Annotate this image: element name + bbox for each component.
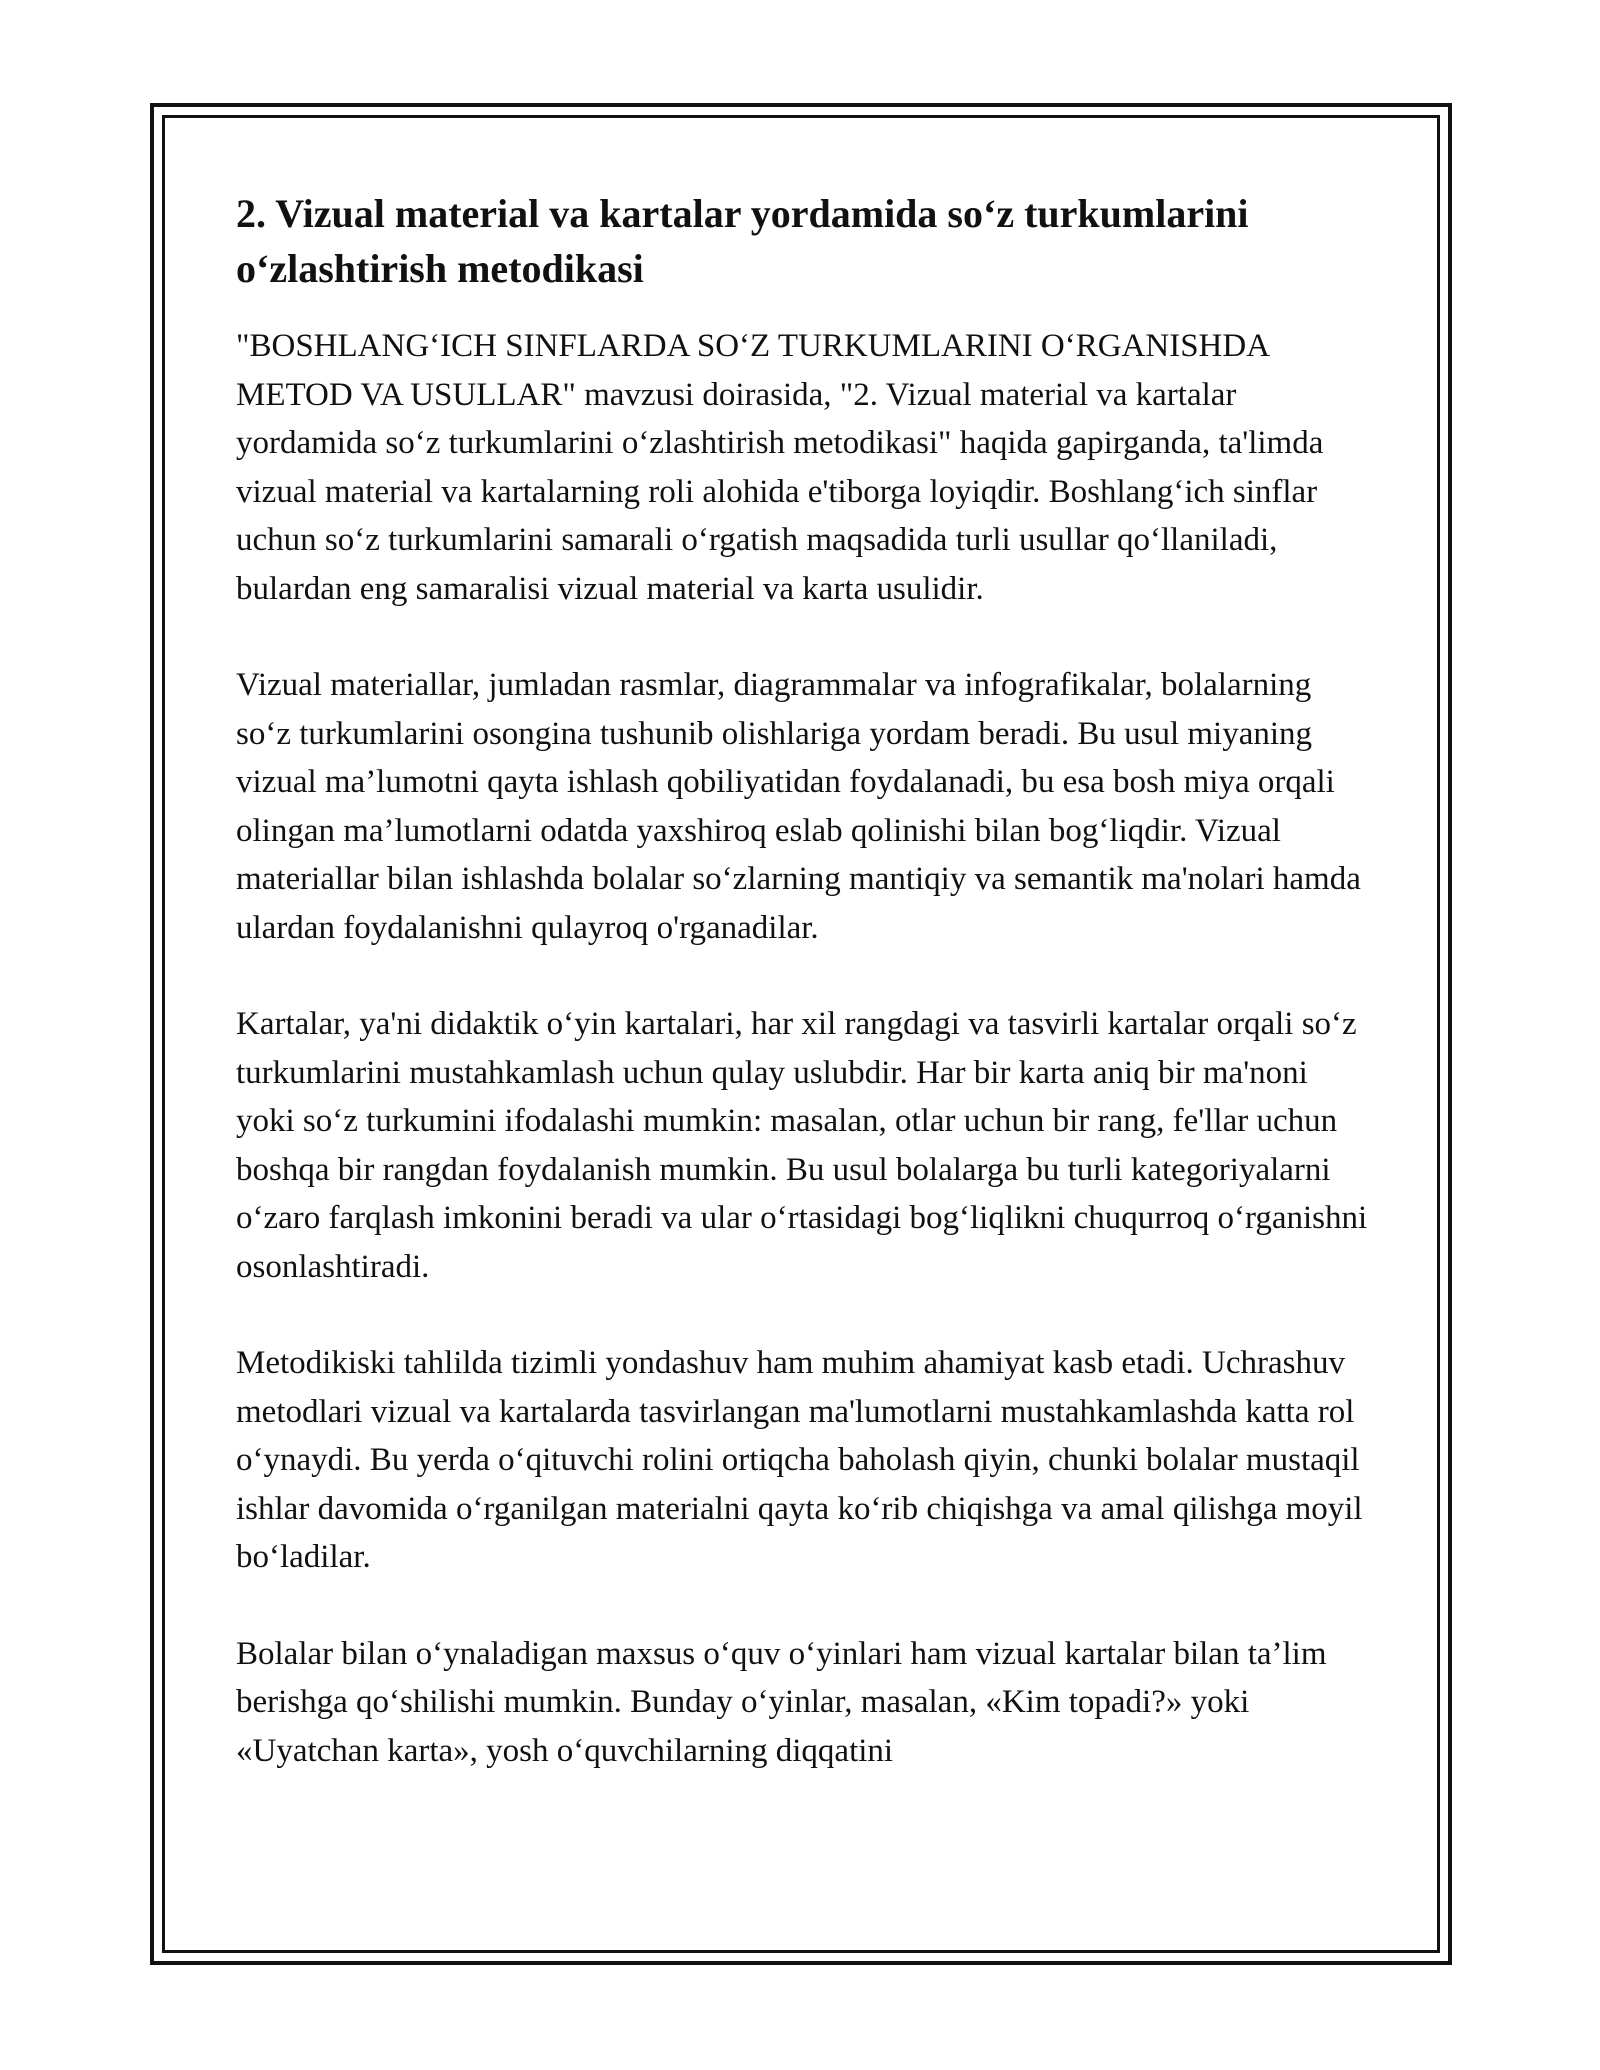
document-body	[236, 186, 1368, 1775]
paragraph-4: Metodikiski tahlilda tizimli yondashuv ham muhim ahamiyat kasb etadi. Uchrashuv metodlari vizual va kartalarda tasvirlangan ma'lumotlarni mustahkamlashda katta rol o‘ynaydi. Bu yerda o‘qituvchi rolini ortiqcha baholash qiyin, chunki bolalar mustaqil ishlar davomida o‘rganilgan materialni qayta ko‘rib chiqishga va amal qilishga moyil bo‘ladilar.	[236, 1345, 1363, 1575]
paragraph-2: Vizual materiallar, jumladan rasmlar, diagrammalar va infografikalar, bolalarning so‘z turkumlarini osongina tushunib olishlariga yordam beradi. Bu usul miyaning vizual ma’lumotni qayta ishlash qobiliyatidan foydalanadi, bu esa bosh miya orqali olingan ma’lumotlarni odatda yaxshiroq eslab qolinishi bilan bog‘liqdir. Vizual materiallar bilan ishlashda bolalar so‘zlarning mantiqiy va semantik ma'nolari hamda ulardan foydalanishni qulayroq o'rganadilar.	[236, 667, 1361, 946]
paragraph-3: Kartalar, ya'ni didaktik o‘yin kartalari, har xil rangdagi va tasvirli kartalar orqali so‘z turkumlarini mustahkamlash uchun qulay uslubdir. Har bir karta aniq bir ma'noni yoki so‘z turkumini ifodalashi mumkin: masalan, otlar uchun bir rang, fe'llar uchun boshqa bir rangdan foydalanish mumkin. Bu usul bolalarga bu turli kategoriyalarni o‘zaro farqlash imkonini beradi va ular o‘rtasidagi bog‘liqlikni chuqurroq o‘rganishni osonlashtiradi.	[236, 1006, 1368, 1285]
paragraph-1: "BOSHLANG‘ICH SINFLARDA SO‘Z TURKUMLARINI O‘RGANISHDA METOD VA USULLAR" mavzusi doirasida, "2. Vizual material va kartalar yordamida so‘z turkumlarini o‘zlashtirish metodikasi" haqida gapirganda, ta'limda vizual material va kartalarning roli alohida e'tiborga loyiqdir. Boshlang‘ich sinflar uchun so‘z turkumlarini samarali o‘rgatish maqsadida turli usullar qo‘llaniladi, bulardan eng samaralisi vizual material va karta usulidir.	[236, 328, 1324, 607]
paragraph-5: Bolalar bilan o‘ynaladigan maxsus o‘quv o‘yinlari ham vizual kartalar bilan ta’lim berishga qo‘shilishi mumkin. Bunday o‘yinlar, masalan, «Kim topadi?» yoki «Uyatchan karta», yosh o‘quvchilarning diqqatini	[236, 1635, 1327, 1769]
section-heading: 2. Vizual material va kartalar yordamida so‘z turkumlarini o‘zlashtirish metodikasi	[236, 191, 1249, 291]
